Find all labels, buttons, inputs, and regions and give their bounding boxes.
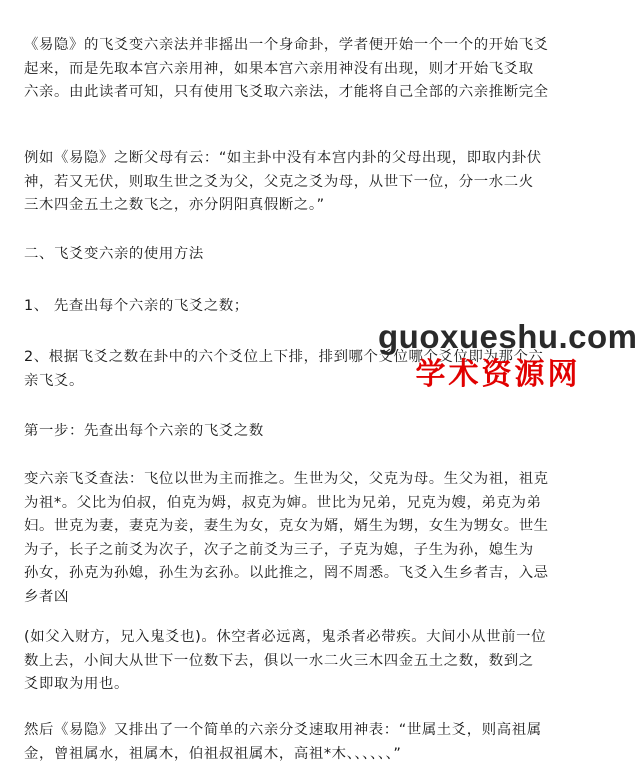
- text-line: 2、根据飞爻之数在卦中的六个爻位上下排，排到哪个爻位哪个爻位即为那个六: [24, 349, 544, 365]
- step-item-2: [24, 346, 620, 393]
- text-line: 变六亲飞爻查法：飞位以世为主而推之。生世为父，父克为母。生父为祖，祖克: [24, 471, 549, 487]
- text-line: (如父入财方，兄入鬼爻也)。休空者必远离，鬼杀者必带疾。大间小从世前一位: [24, 629, 547, 645]
- text-line: 爻即取为用也。: [24, 676, 129, 692]
- paragraph-quick-table: [24, 719, 620, 766]
- text-line: 然后《易隐》又排出了一个简单的六亲分爻速取用神表：“世属土爻，则高祖属: [24, 722, 542, 738]
- text-line: 起来，而是先取本宫六亲用神，如果本宫六亲用神没有出现，则才开始飞爻取: [24, 60, 534, 77]
- section-heading: [24, 243, 620, 267]
- text-line: 妇。世克为妻，妻克为妾，妻生为女，克女为婿，婿生为甥，女生为甥女。世生: [24, 518, 549, 534]
- text-line: 为子，长子之前爻为次子，次子之前爻为三子，子克为媳，子生为孙，媳生为: [24, 541, 534, 558]
- subheading-step-one: [24, 420, 620, 444]
- text-line: 亲飞爻。: [24, 372, 84, 389]
- text-line: 金，曾祖属水，祖属木，伯祖叔祖属木，高祖*木、、、、、、”: [24, 745, 402, 762]
- step-item-1: [24, 295, 620, 319]
- text-line: 孙女，孙克为孙媳，孙生为玄孙。以此推之，罔不周悉。飞爻入生乡者吉，入忌: [24, 565, 549, 581]
- paragraph-intro: [24, 34, 620, 105]
- paragraph-lookup-method: [24, 468, 620, 609]
- text-line: 六亲。由此读者可知，只有使用飞爻取六亲法，才能将自己全部的六亲推断完全: [24, 84, 549, 100]
- paragraph-example-quote: [24, 147, 620, 218]
- text-line: 神，若又无伏，则取生世之爻为父，父克之爻为母，从世下一位，分一水二火: [24, 173, 534, 190]
- text-line: 1、 先查出每个六亲的飞爻之数；: [24, 298, 249, 314]
- text-line: 乡者凶: [24, 588, 69, 605]
- text-line: 数上去，小间大从世下一位数下去，俱以一水二火三木四金五土之数，数到之: [24, 652, 534, 669]
- text-line: 为祖*。父比为伯叔，伯克为姆，叔克为婶。世比为兄弟，兄克为嫂，弟克为弟: [24, 494, 542, 511]
- paragraph-counting-rule: [24, 626, 620, 697]
- text-line: 二、飞爻变六亲的使用方法: [24, 246, 204, 262]
- watermark-url: guoxueshu.com: [378, 318, 638, 355]
- watermark-site-name: 学术资源网: [415, 357, 581, 392]
- text-line: 例如《易隐》之断父母有云：“如主卦中没有本宫内卦的父母出现，即取内卦伏: [24, 150, 542, 166]
- text-line: 《易隐》的飞爻变六亲法并非摇出一个身命卦，学者便开始一个一个的开始飞爻: [24, 37, 549, 53]
- text-line: 三木四金五土之数飞之，亦分阴阳真假断之。”: [24, 197, 325, 213]
- text-line: 第一步：先查出每个六亲的飞爻之数: [24, 423, 264, 439]
